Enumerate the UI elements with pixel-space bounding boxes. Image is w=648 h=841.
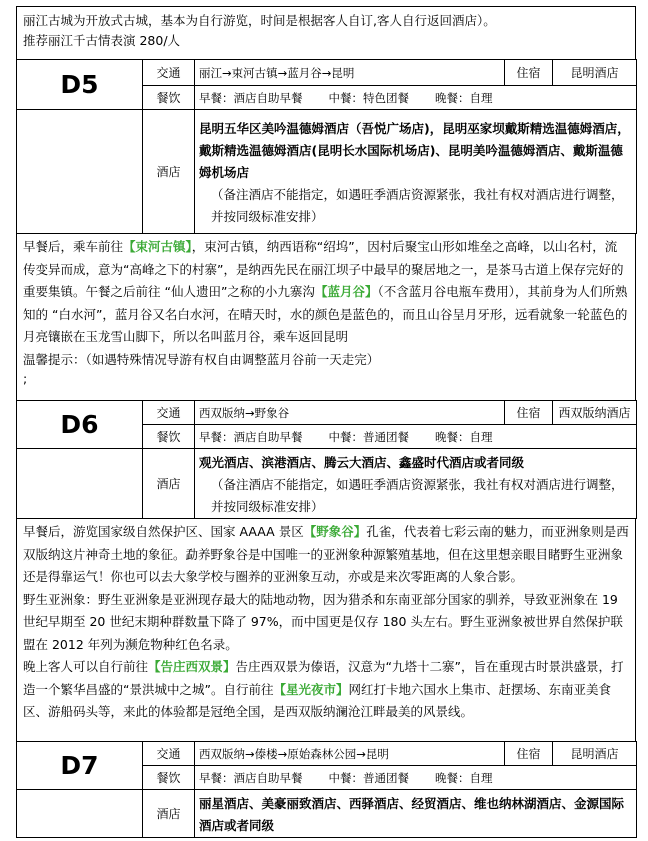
blank-cell — [17, 449, 143, 519]
hotel-cell — [195, 449, 637, 519]
stay-label: 住宿 — [505, 742, 553, 766]
dinner-text: 晚餐：自理 — [435, 429, 493, 444]
desc-text: ，束河古镇，纳西语称“绍坞”，因村后聚宝山形如堆垒之高峰，以山名村，流传变异而成，意为“高峰之下的村寨”，是纳西先民在丽江坝子中最早的聚居地之一，是茶马古道上保存完好的重要集镇。午餐之后前往 “仙人遗田”之称的小九寨沟 — [23, 239, 624, 299]
day-6-paragraph-2: 野生亚洲象：野生亚洲象是亚洲现存最大的陆地动物，因为猎杀和东南亚部分国家的驯养，导致亚洲象在 19 世纪早期至 20 世纪末期种群数量下降了 97%，而中国更是仅存 180 头左右。野生亚洲象被世界自然保护联盟在 2012 年列为濒危物种红色名录。 — [23, 591, 623, 652]
meals-row — [195, 86, 637, 110]
intro-note — [16, 7, 636, 59]
hotel-note: （备注酒店不能指定，如遇旺季酒店资源紧张，我社有权对酒店进行调整，并按同级标准安排） — [211, 186, 624, 224]
meals-row — [195, 425, 637, 449]
meals-row — [195, 766, 637, 790]
meals-label: 餐饮 — [143, 766, 195, 790]
intro-line-1: 丽江古城为开放式古城，基本为自行游览，时间是根据客人自订,客人自行返回酒店）。 — [23, 13, 496, 28]
breakfast-text: 早餐：酒店自助早餐 — [199, 770, 303, 785]
stay-value: 昆明酒店 — [553, 60, 637, 86]
day-5-paragraph — [23, 236, 629, 349]
breakfast-text: 早餐：酒店自助早餐 — [199, 90, 303, 105]
hotel-label: 酒店 — [143, 110, 195, 234]
day-label: D5 — [17, 60, 143, 110]
hotel-list: 观光酒店、滨港酒店、腾云大酒店、鑫盛时代酒店或者同级 — [199, 454, 525, 470]
desc-text: 早餐后，游览国家级自然保护区、国家 AAAA 景区 — [23, 524, 304, 539]
warm-tip: 温馨提示：（如遇特殊情况导游有权自由调整蓝月谷前一天走完） — [23, 351, 380, 367]
route-text: 西双版纳→野象谷 — [195, 401, 505, 425]
hotel-list: 昆明五华区美吟温德姆酒店（吾悦广场店)，昆明巫家坝戴斯精选温德姆酒店，戴斯精选温德姆酒店(昆明长水国际机场店)、昆明美吟温德姆酒店、戴斯温德姆机场店 — [199, 120, 630, 180]
day-5-description — [16, 234, 636, 400]
hotel-cell — [195, 110, 637, 234]
hotel-label: 酒店 — [143, 790, 195, 838]
hotel-cell — [195, 790, 637, 838]
day-6-table — [16, 400, 637, 519]
meals-label: 餐饮 — [143, 86, 195, 110]
blank-cell — [17, 790, 143, 838]
dinner-text: 晚餐：自理 — [435, 90, 493, 105]
route-text: 西双版纳→傣楼→原始森林公园→昆明 — [195, 742, 505, 766]
hotel-list: 丽星酒店、美豪丽致酒店、西驿酒店、经贸酒店、维也纳林湖酒店、金源国际酒店或者同级 — [199, 795, 625, 833]
transport-label: 交通 — [143, 60, 195, 86]
yexiang-highlight: 【野象谷】 — [303, 524, 367, 539]
stay-label: 住宿 — [505, 401, 553, 425]
blank-cell — [17, 110, 143, 234]
lunch-text: 中餐：普通团餐 — [328, 770, 409, 785]
lunch-text: 中餐：普通团餐 — [328, 429, 409, 444]
route-text: 丽江→束河古镇→蓝月谷→昆明 — [195, 60, 505, 86]
lunch-text: 中餐：特色团餐 — [328, 90, 409, 105]
day-label: D6 — [17, 401, 143, 449]
day-5-table — [16, 59, 637, 234]
xingguang-highlight: 【星光夜市】 — [273, 681, 349, 697]
desc-text: 告庄西双景为傣语，汉意为“九塔十二寨”，旨在重现古时景洪盛景，打造一个繁华昌盛的“景洪城中之城”。自行前往 — [23, 659, 624, 697]
stay-value: 西双版纳酒店 — [553, 401, 637, 425]
day-6-paragraph-3 — [23, 656, 629, 724]
hotel-note: （备注酒店不能指定，如遇旺季酒店资源紧张，我社有权对酒店进行调整，并按同级标准安排） — [211, 476, 624, 514]
meals-label: 餐饮 — [143, 425, 195, 449]
intro-line-2: 推荐丽江千古情表演 280/人 — [23, 33, 181, 48]
hotel-label: 酒店 — [143, 449, 195, 519]
stay-value: 昆明酒店 — [553, 742, 637, 766]
gaozhuang-highlight: 【告庄西双景】 — [148, 659, 236, 674]
day-label: D7 — [17, 742, 143, 790]
shuhe-highlight: 【束河古镇】 — [123, 239, 192, 254]
dinner-text: 晚餐：自理 — [435, 770, 493, 785]
day-7-table — [16, 741, 637, 838]
desc-text: 孔雀，代表着七彩云南的魅力，而亚洲象则是西双版纳这片神奇土地的象征。勐养野象谷是中国唯一的亚洲象种源繁殖基地，但在这里想亲眼目睹野生亚洲象还是得靠运气！你也可以去大象学校与圈养的亚洲象互动，亦或是来次零距离的人象合影。 — [23, 524, 629, 584]
desc-text: （不含蓝月谷电瓶车费用），其前身为人们所熟知的 “白水河”，蓝月谷又名白水河，在晴天时，水的颜色是蓝色的，而且山谷呈月牙形，远看就象一轮蓝色的月亮镶嵌在玉龙雪山脚下，所以名叫蓝月谷，乘车返回昆明 — [23, 284, 628, 344]
desc-text: 网红打卡地六国水上集市、赶摆场、东南亚美食区、游船码头等，来此的体验都是冠绝全国，是西双版纳澜沧江畔最美的风景线。 — [23, 681, 611, 719]
day-6-description — [16, 519, 636, 741]
breakfast-text: 早餐：酒店自助早餐 — [199, 429, 303, 444]
transport-label: 交通 — [143, 742, 195, 766]
itinerary-page — [16, 6, 636, 838]
desc-text: 早餐后，乘车前往 — [23, 239, 124, 254]
day-6-paragraph-1 — [23, 521, 629, 589]
stay-label: 住宿 — [505, 60, 553, 86]
desc-text: 晚上客人可以自行前往 — [23, 659, 149, 674]
semicolon: ; — [23, 371, 28, 386]
transport-label: 交通 — [143, 401, 195, 425]
lanyue-highlight: 【蓝月谷】 — [314, 284, 378, 299]
